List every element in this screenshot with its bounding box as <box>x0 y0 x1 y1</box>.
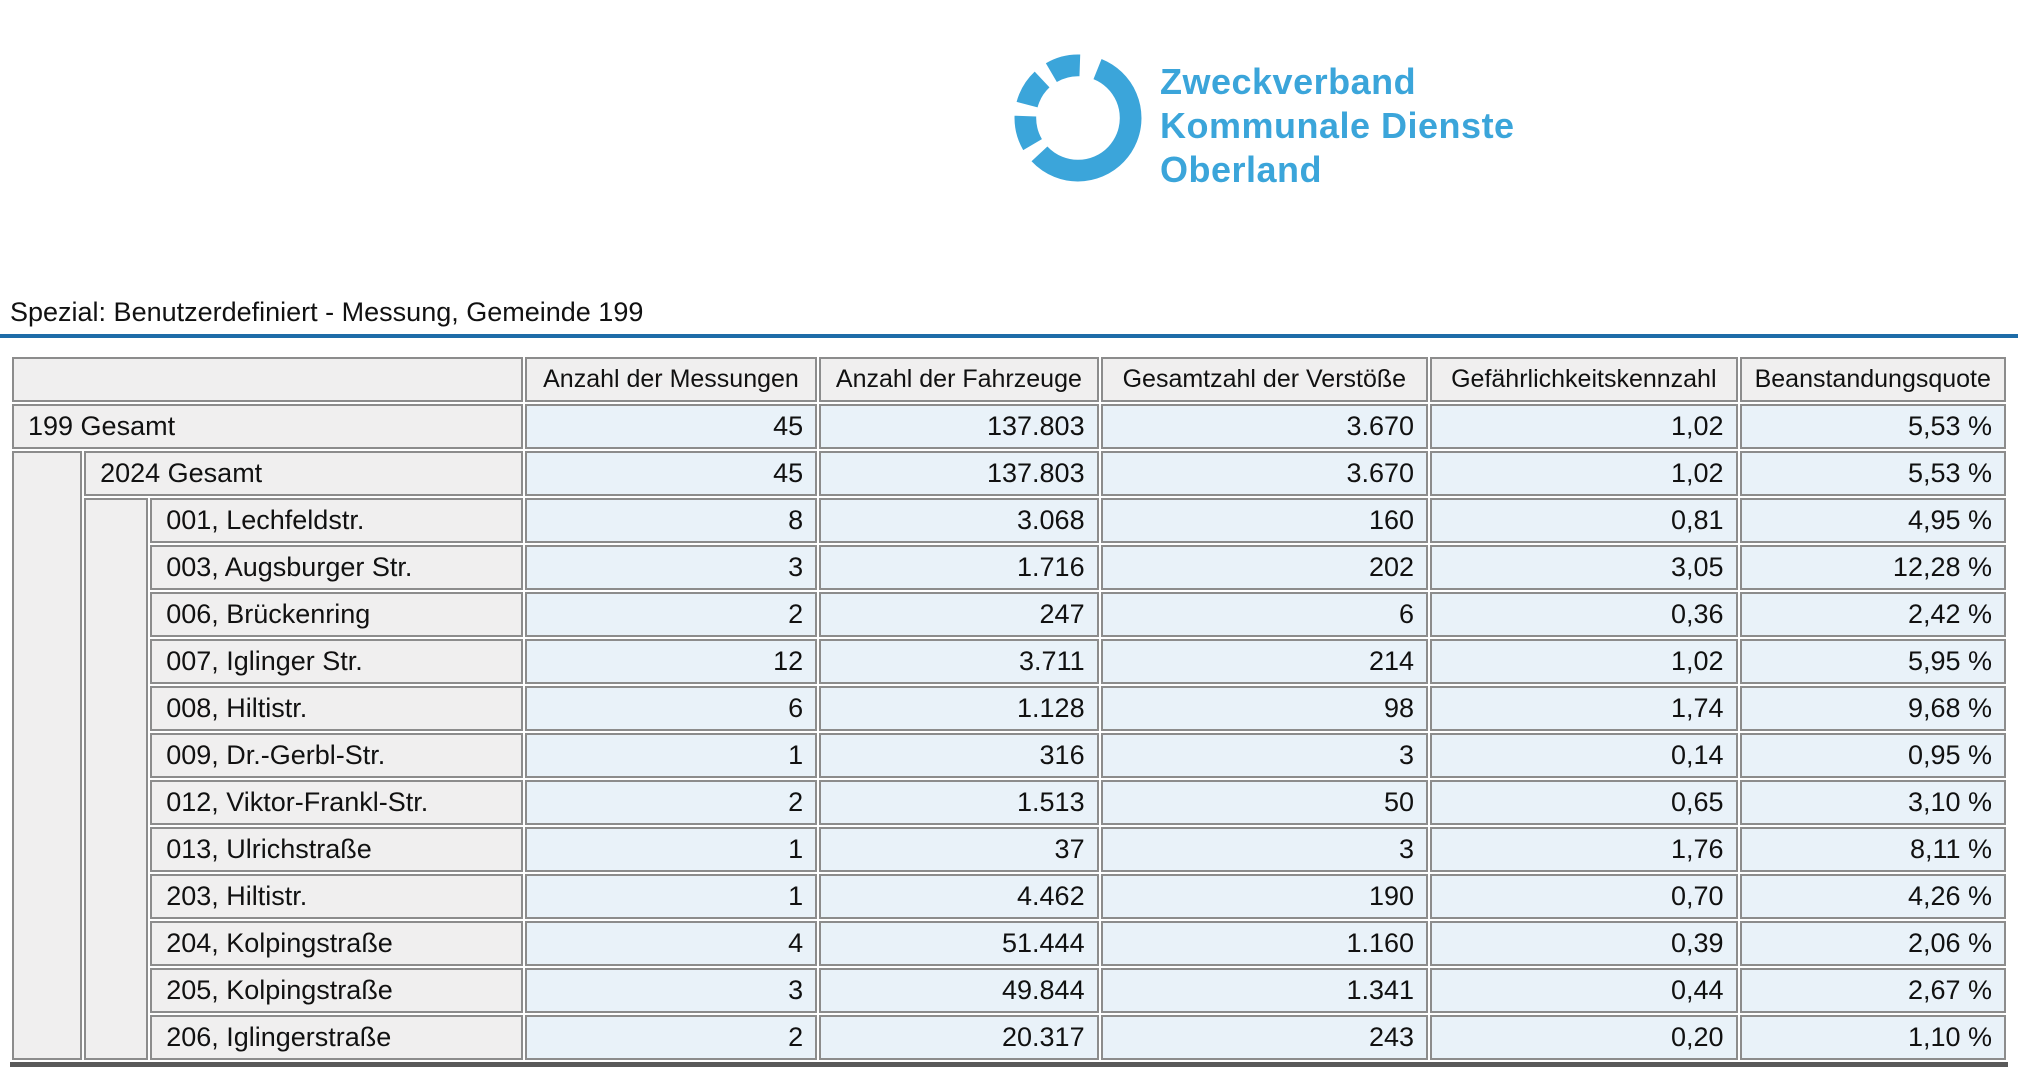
row-label: 203, Hiltistr. <box>150 874 523 919</box>
value-cell: 316 <box>819 733 1098 778</box>
value-cell: 98 <box>1101 686 1428 731</box>
value-cell: 3 <box>525 545 817 590</box>
value-cell: 0,95 % <box>1740 733 2006 778</box>
row-label: 006, Brückenring <box>150 592 523 637</box>
value-cell: 1.513 <box>819 780 1098 825</box>
table-row <box>12 498 2006 543</box>
indent-cell-level-1 <box>12 451 82 1060</box>
value-cell: 49.844 <box>819 968 1098 1013</box>
value-cell: 2,67 % <box>1740 968 2006 1013</box>
table-row <box>12 874 2006 919</box>
value-cell: 20.317 <box>819 1015 1098 1060</box>
row-label: 2024 Gesamt <box>84 451 523 496</box>
value-cell: 5,95 % <box>1740 639 2006 684</box>
value-cell: 3 <box>525 968 817 1013</box>
value-cell: 0,20 <box>1430 1015 1737 1060</box>
value-cell: 3,10 % <box>1740 780 2006 825</box>
row-label: 205, Kolpingstraße <box>150 968 523 1013</box>
value-cell: 1 <box>525 733 817 778</box>
value-cell: 12,28 % <box>1740 545 2006 590</box>
value-cell: 6 <box>525 686 817 731</box>
table-row <box>12 545 2006 590</box>
table-row <box>12 733 2006 778</box>
row-label: 204, Kolpingstraße <box>150 921 523 966</box>
table-body <box>12 404 2006 1060</box>
value-cell: 0,39 <box>1430 921 1737 966</box>
value-cell: 2 <box>525 1015 817 1060</box>
value-cell: 0,70 <box>1430 874 1737 919</box>
row-label: 206, Iglingerstraße <box>150 1015 523 1060</box>
column-header-verstoesse: Gesamtzahl der Verstöße <box>1101 357 1428 402</box>
row-label: 199 Gesamt <box>12 404 523 449</box>
row-label: 013, Ulrichstraße <box>150 827 523 872</box>
value-cell: 4 <box>525 921 817 966</box>
value-cell: 3.711 <box>819 639 1098 684</box>
row-label: 009, Dr.-Gerbl-Str. <box>150 733 523 778</box>
measurement-table <box>10 355 2008 1062</box>
row-label: 001, Lechfeldstr. <box>150 498 523 543</box>
table-row <box>12 592 2006 637</box>
value-cell: 137.803 <box>819 404 1098 449</box>
logo-line-3: Oberland <box>1160 149 1323 190</box>
value-cell: 202 <box>1101 545 1428 590</box>
table-header-row <box>12 357 2006 402</box>
value-cell: 0,81 <box>1430 498 1737 543</box>
value-cell: 9,68 % <box>1740 686 2006 731</box>
corner-cell <box>12 357 523 402</box>
table-row <box>12 639 2006 684</box>
value-cell: 160 <box>1101 498 1428 543</box>
value-cell: 1,02 <box>1430 451 1737 496</box>
logo-line-2: Kommunale Dienste <box>1160 105 1515 146</box>
column-header-messungen: Anzahl der Messungen <box>525 357 817 402</box>
indent-cell-level-2 <box>84 498 148 1060</box>
value-cell: 1.341 <box>1101 968 1428 1013</box>
table-row <box>12 1015 2006 1060</box>
value-cell: 50 <box>1101 780 1428 825</box>
value-cell: 4.462 <box>819 874 1098 919</box>
column-header-beanstandungsquote: Beanstandungsquote <box>1740 357 2006 402</box>
row-label: 007, Iglinger Str. <box>150 639 523 684</box>
table-row <box>12 921 2006 966</box>
value-cell: 1,02 <box>1430 404 1737 449</box>
value-cell: 2,42 % <box>1740 592 2006 637</box>
value-cell: 6 <box>1101 592 1428 637</box>
segmented-ring-icon <box>1014 52 1142 184</box>
value-cell: 0,36 <box>1430 592 1737 637</box>
value-cell: 5,53 % <box>1740 451 2006 496</box>
value-cell: 0,65 <box>1430 780 1737 825</box>
table-row <box>12 827 2006 872</box>
logo <box>1014 52 1515 192</box>
report-title: Spezial: Benutzerdefiniert - Messung, Gemeinde 199 <box>10 297 644 327</box>
column-header-gefaehrlichkeitskennzahl: Gefährlichkeitskennzahl <box>1430 357 1737 402</box>
value-cell: 1.128 <box>819 686 1098 731</box>
value-cell: 45 <box>525 451 817 496</box>
logo-line-1: Zweckverband <box>1160 61 1417 102</box>
value-cell: 2 <box>525 592 817 637</box>
value-cell: 1 <box>525 827 817 872</box>
value-cell: 2,06 % <box>1740 921 2006 966</box>
row-label: 008, Hiltistr. <box>150 686 523 731</box>
value-cell: 3.068 <box>819 498 1098 543</box>
table-row <box>12 968 2006 1013</box>
value-cell: 37 <box>819 827 1098 872</box>
measurement-table-wrap <box>10 355 2008 1067</box>
value-cell: 51.444 <box>819 921 1098 966</box>
logo-wordmark <box>1160 60 1515 192</box>
value-cell: 247 <box>819 592 1098 637</box>
value-cell: 3.670 <box>1101 451 1428 496</box>
value-cell: 1.716 <box>819 545 1098 590</box>
value-cell: 4,95 % <box>1740 498 2006 543</box>
value-cell: 1,02 <box>1430 639 1737 684</box>
value-cell: 8,11 % <box>1740 827 2006 872</box>
value-cell: 2 <box>525 780 817 825</box>
value-cell: 3.670 <box>1101 404 1428 449</box>
value-cell: 137.803 <box>819 451 1098 496</box>
table-row <box>12 451 2006 496</box>
value-cell: 3 <box>1101 733 1428 778</box>
value-cell: 243 <box>1101 1015 1428 1060</box>
table-row <box>12 404 2006 449</box>
value-cell: 3 <box>1101 827 1428 872</box>
value-cell: 1.160 <box>1101 921 1428 966</box>
value-cell: 45 <box>525 404 817 449</box>
title-underline-rule <box>0 334 2018 338</box>
value-cell: 12 <box>525 639 817 684</box>
table-row <box>12 780 2006 825</box>
value-cell: 190 <box>1101 874 1428 919</box>
value-cell: 8 <box>525 498 817 543</box>
value-cell: 5,53 % <box>1740 404 2006 449</box>
row-label: 003, Augsburger Str. <box>150 545 523 590</box>
value-cell: 3,05 <box>1430 545 1737 590</box>
value-cell: 1,10 % <box>1740 1015 2006 1060</box>
column-header-fahrzeuge: Anzahl der Fahrzeuge <box>819 357 1098 402</box>
value-cell: 214 <box>1101 639 1428 684</box>
value-cell: 1,76 <box>1430 827 1737 872</box>
value-cell: 4,26 % <box>1740 874 2006 919</box>
value-cell: 1,74 <box>1430 686 1737 731</box>
table-row <box>12 686 2006 731</box>
value-cell: 0,44 <box>1430 968 1737 1013</box>
value-cell: 1 <box>525 874 817 919</box>
row-label: 012, Viktor-Frankl-Str. <box>150 780 523 825</box>
value-cell: 0,14 <box>1430 733 1737 778</box>
